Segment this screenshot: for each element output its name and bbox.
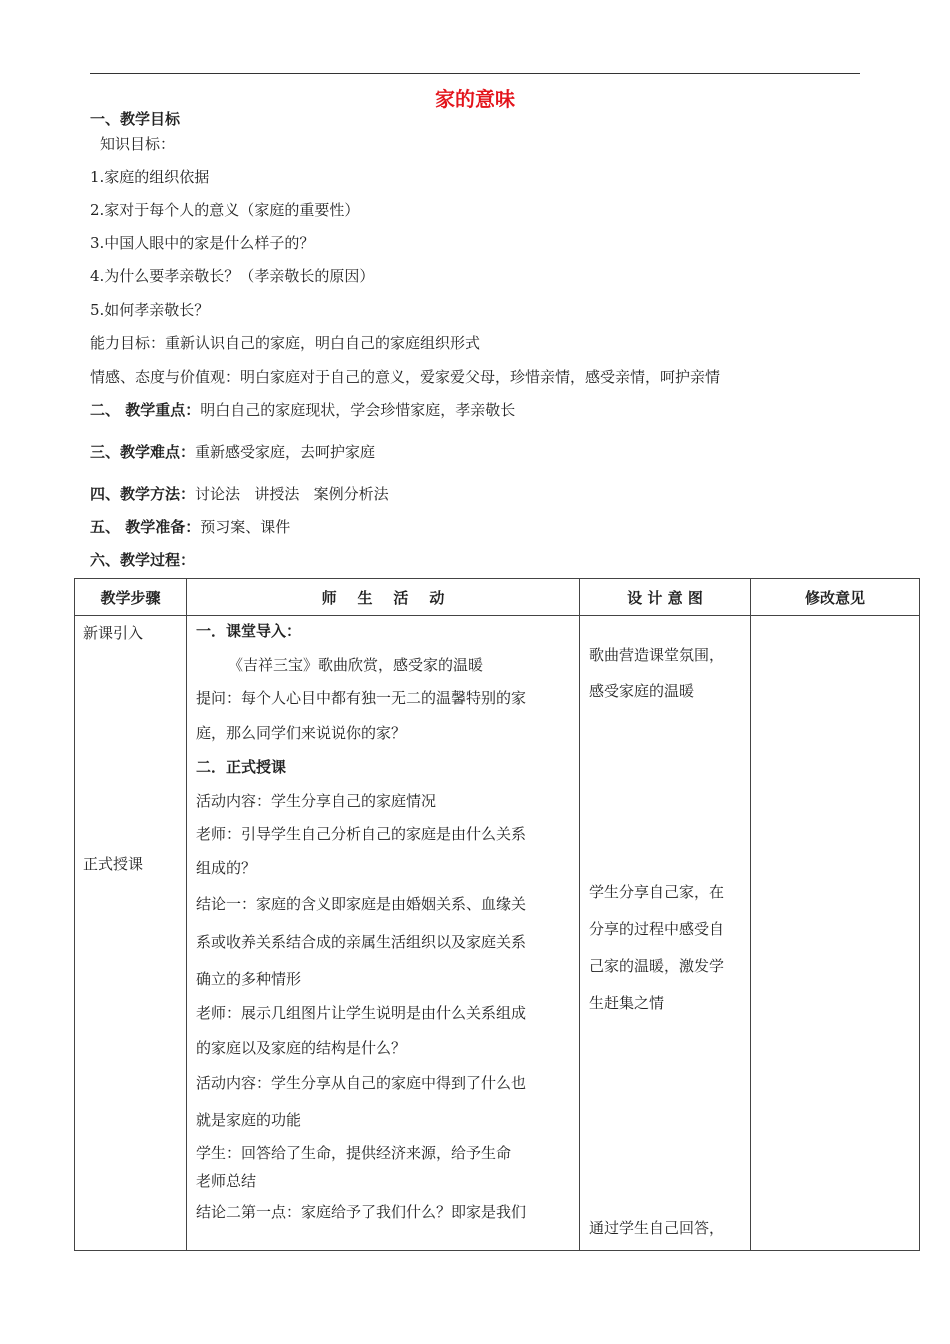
ability-goal: 能力目标：重新认识自己的家庭，明白自己的家庭组织形式 (90, 334, 481, 352)
activity-line: 提问：每个人心目中都有独一无二的温馨特别的家 (196, 689, 527, 707)
design-line: 通过学生自己回答， (589, 1219, 725, 1237)
design-line: 己家的温暖，激发学 (589, 957, 725, 975)
activity-line: 系或收养关系结合成的亲属生活组织以及家庭关系 (196, 933, 527, 951)
activity-line: 老师：展示几组图片让学生说明是由什么关系组成 (196, 1004, 527, 1022)
section-2-heading: 二、 教学重点： (90, 401, 201, 419)
design-line: 感受家庭的温暖 (589, 682, 695, 700)
section-6-heading: 六、教学过程： (90, 551, 196, 569)
activity-line: 组成的？ (196, 859, 257, 877)
activity-cell (187, 616, 580, 1251)
header-rule (90, 73, 860, 74)
activity-line: 老师：引导学生自己分析自己的家庭是由什么关系 (196, 825, 527, 843)
section-5-heading: 五、 教学准备： (90, 518, 201, 536)
table-row (75, 616, 920, 1251)
knowledge-item-2: 2.家对于每个人的意义（家庭的重要性） (90, 201, 360, 219)
section-4 (90, 484, 389, 504)
activity-line: 就是家庭的功能 (196, 1111, 302, 1129)
step-intro: 新课引入 (83, 624, 144, 642)
design-line: 学生分享自己家，在 (589, 883, 725, 901)
section-2 (90, 400, 515, 420)
header-steps: 教学步骤 (75, 579, 187, 616)
design-cell (580, 616, 751, 1251)
teaching-process-table (74, 578, 920, 1251)
activity-line: 一．课堂导入： (196, 622, 302, 640)
section-1-heading: 一、教学目标 (90, 110, 181, 128)
revision-cell (751, 616, 920, 1251)
activity-line: 老师总结 (196, 1172, 257, 1190)
section-3-text: 重新感受家庭，去呵护家庭 (195, 443, 376, 461)
activity-line: 确立的多种情形 (196, 970, 302, 988)
activity-line: 活动内容：学生分享从自己的家庭中得到了什么也 (196, 1074, 527, 1092)
header-activity: 师 生 活 动 (187, 579, 580, 616)
design-line: 生赶集之情 (589, 994, 665, 1012)
activity-line: 结论一：家庭的含义即家庭是由婚姻关系、血缘关 (196, 895, 527, 913)
activity-line: 活动内容：学生分享自己的家庭情况 (196, 792, 437, 810)
design-line: 歌曲营造课堂氛围， (589, 646, 725, 664)
section-2-text: 明白自己的家庭现状，学会珍惜家庭，孝亲敬长 (200, 401, 516, 419)
section-5-text: 预习案、课件 (200, 518, 291, 536)
table-header-row (75, 579, 920, 616)
activity-line: 《吉祥三宝》歌曲欣赏，感受家的温暖 (228, 656, 484, 674)
section-4-heading: 四、教学方法： (90, 485, 196, 503)
page-title: 家的意味 (435, 87, 515, 111)
activity-line: 二．正式授课 (196, 758, 287, 776)
steps-cell (75, 616, 187, 1251)
knowledge-item-1: 1.家庭的组织依据 (90, 168, 210, 186)
design-line: 分享的过程中感受自 (589, 920, 725, 938)
section-4-text: 讨论法 讲授法 案例分析法 (195, 485, 389, 503)
emotion-goal: 情感、态度与价值观：明白家庭对于自己的意义，爱家爱父母，珍惜亲情，感受亲情，呵护亲情 (90, 368, 721, 386)
section-3-heading: 三、教学难点： (90, 443, 196, 461)
section-5 (90, 517, 290, 537)
section-3 (90, 442, 375, 462)
knowledge-goal-label: 知识目标： (100, 135, 176, 153)
activity-line: 的家庭以及家庭的结构是什么？ (196, 1039, 407, 1057)
activity-line: 结论二第一点：家庭给予了我们什么？即家是我们 (196, 1203, 527, 1221)
step-formal: 正式授课 (83, 855, 144, 873)
knowledge-item-3: 3.中国人眼中的家是什么样子的？ (90, 234, 315, 252)
knowledge-item-4: 4.为什么要孝亲敬长？（孝亲敬长的原因） (90, 267, 375, 285)
activity-line: 学生：回答给了生命，提供经济来源，给予生命 (196, 1144, 512, 1162)
header-revision: 修改意见 (751, 579, 920, 616)
knowledge-item-5: 5.如何孝亲敬长？ (90, 301, 210, 319)
header-design: 设 计 意 图 (580, 579, 751, 616)
activity-line: 庭，那么同学们来说说你的家？ (196, 724, 407, 742)
